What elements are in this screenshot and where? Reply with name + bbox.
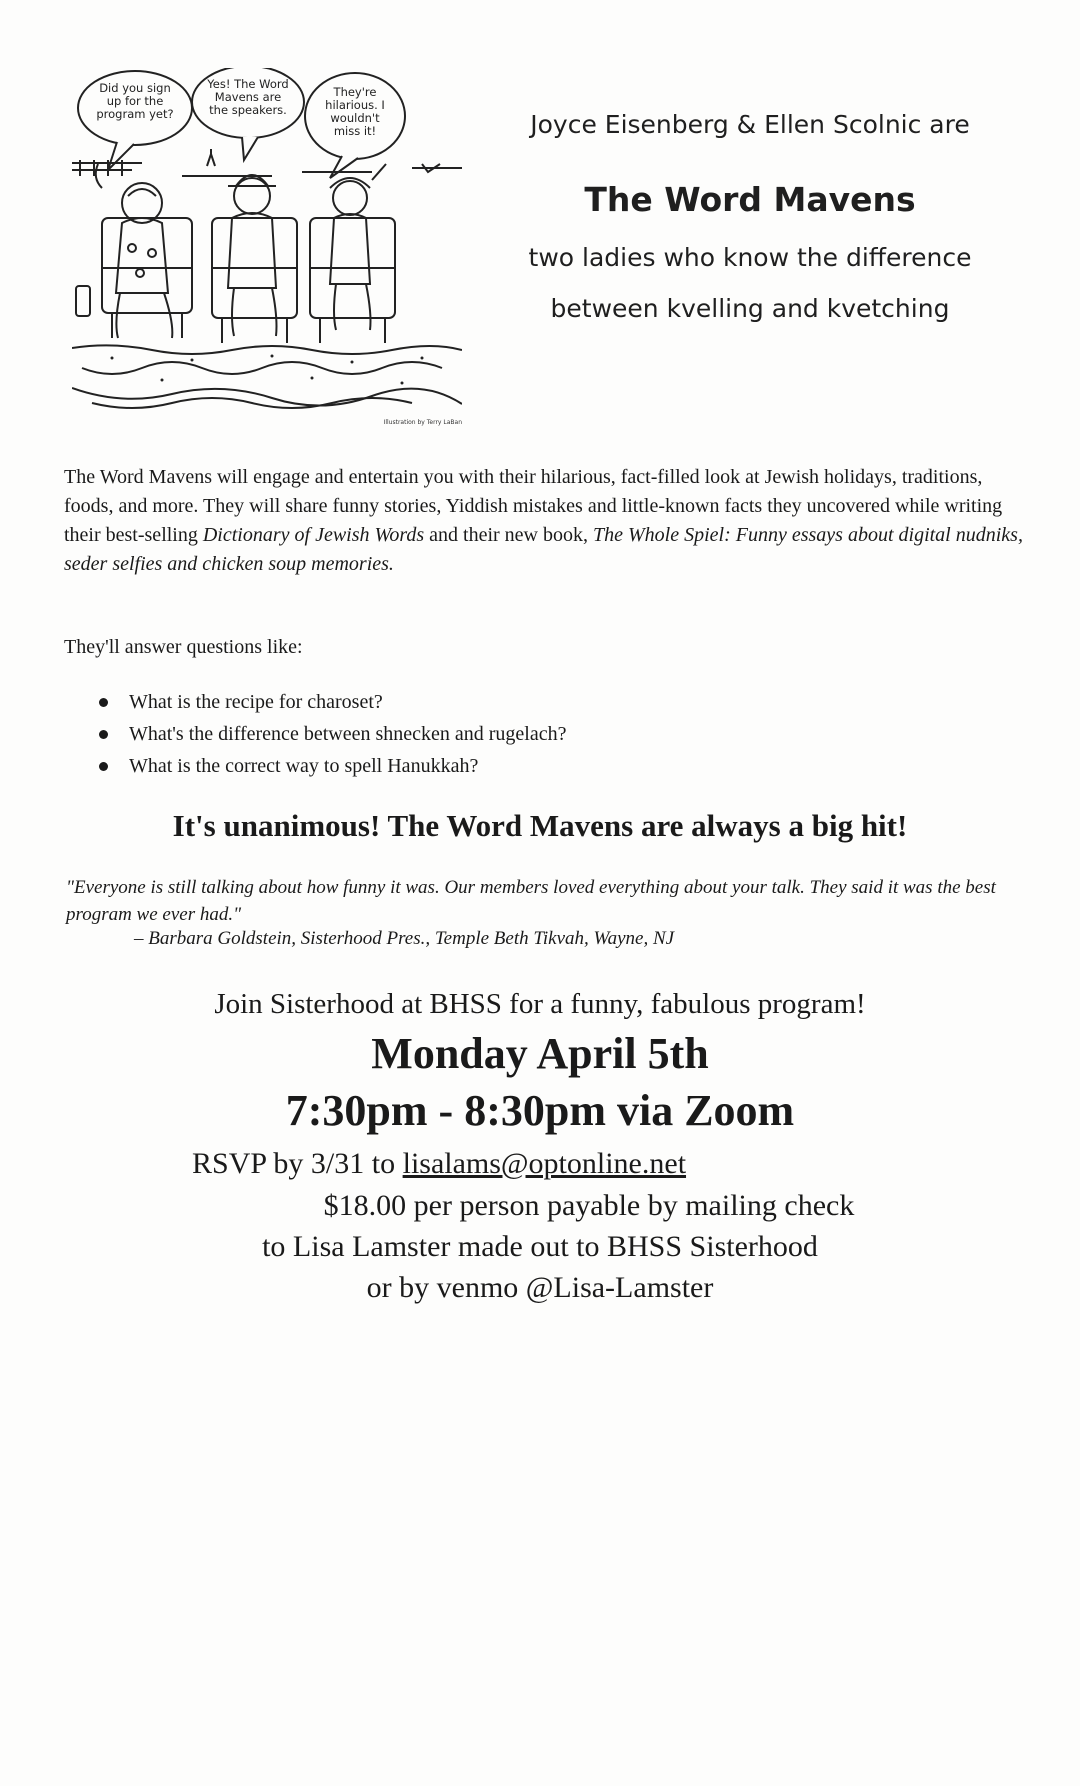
rsvp-line [192,1147,686,1181]
event-time: 7:30pm - 8:30pm via Zoom [285,1086,795,1135]
subtitle-line-2: between kvelling and kvetching [550,294,950,323]
bullet-icon [99,730,108,739]
list-item [88,718,566,750]
bullet-icon [99,762,108,771]
illustration-credit: Illustration by Terry LaBan [383,419,462,426]
intro-text-1: The Word Mavens will engage and entertain you with their hilarious, fact-filled look at Jewish holidays, traditions, foods, and more. They will share funny stories, Yiddish mistakes and little-known facts they uncovered while writing their best-selling [64,466,1003,546]
question-text: What's the difference between shnecken and rugelach? [129,723,567,745]
authors-line: Joyce Eisenberg & Ellen Scolnic are [530,110,970,139]
payment-line-3: or by venmo @Lisa-Lamster [366,1271,714,1304]
testimonial-quote: "Everyone is still talking about how funny it was. Our members loved everything about your talk. They said it was the best program we ever had." [66,877,996,925]
rsvp-text: RSVP by 3/31 to [192,1147,403,1180]
testimonial-attribution: – Barbara Goldstein, Sisterhood Pres., Temple Beth Tikvah, Wayne, NJ [134,928,675,949]
list-item [88,750,566,782]
book-title-whole-spiel: The Whole Spiel: Funny essays about digital nudniks, seder selfies and chicken soup memories. [64,524,1023,575]
bullet-icon [99,698,108,707]
list-item [88,686,566,718]
questions-lead: They'll answer questions like: [64,636,303,658]
question-text: What is the recipe for charoset? [129,691,383,713]
payment-line-1: $18.00 per person payable by mailing check [323,1189,855,1222]
book-title-dictionary: Dictionary of Jewish Words [202,524,425,546]
subtitle-line-1: two ladies who know the difference [528,243,972,272]
event-invite: Join Sisterhood at BHSS for a funny, fabulous program! [214,988,866,1020]
speech-bubble-left: Did you sign up for the program yet? [96,81,174,121]
page-title: The Word Mavens [584,180,916,219]
beach-ladies-drawing [72,68,462,426]
question-text: What is the correct way to spell Hanukkah? [129,755,479,777]
speech-bubble-right: They're hilarious. I wouldn't miss it! [325,85,385,138]
intro-text-2: and their new book, [424,524,594,546]
payment-line-2: to Lisa Lamster made out to BHSS Sisterhood [262,1230,818,1263]
rsvp-email-link[interactable]: lisalams@optonline.net [402,1147,687,1180]
intro-paragraph [64,463,1024,579]
questions-list [88,686,566,782]
highlight-heading: It's unanimous! The Word Mavens are always a big hit! [172,808,908,843]
event-date: Monday April 5th [371,1029,709,1078]
speech-bubble-middle: Yes! The Word Mavens are the speakers. [207,77,289,117]
cartoon-illustration [72,68,462,426]
